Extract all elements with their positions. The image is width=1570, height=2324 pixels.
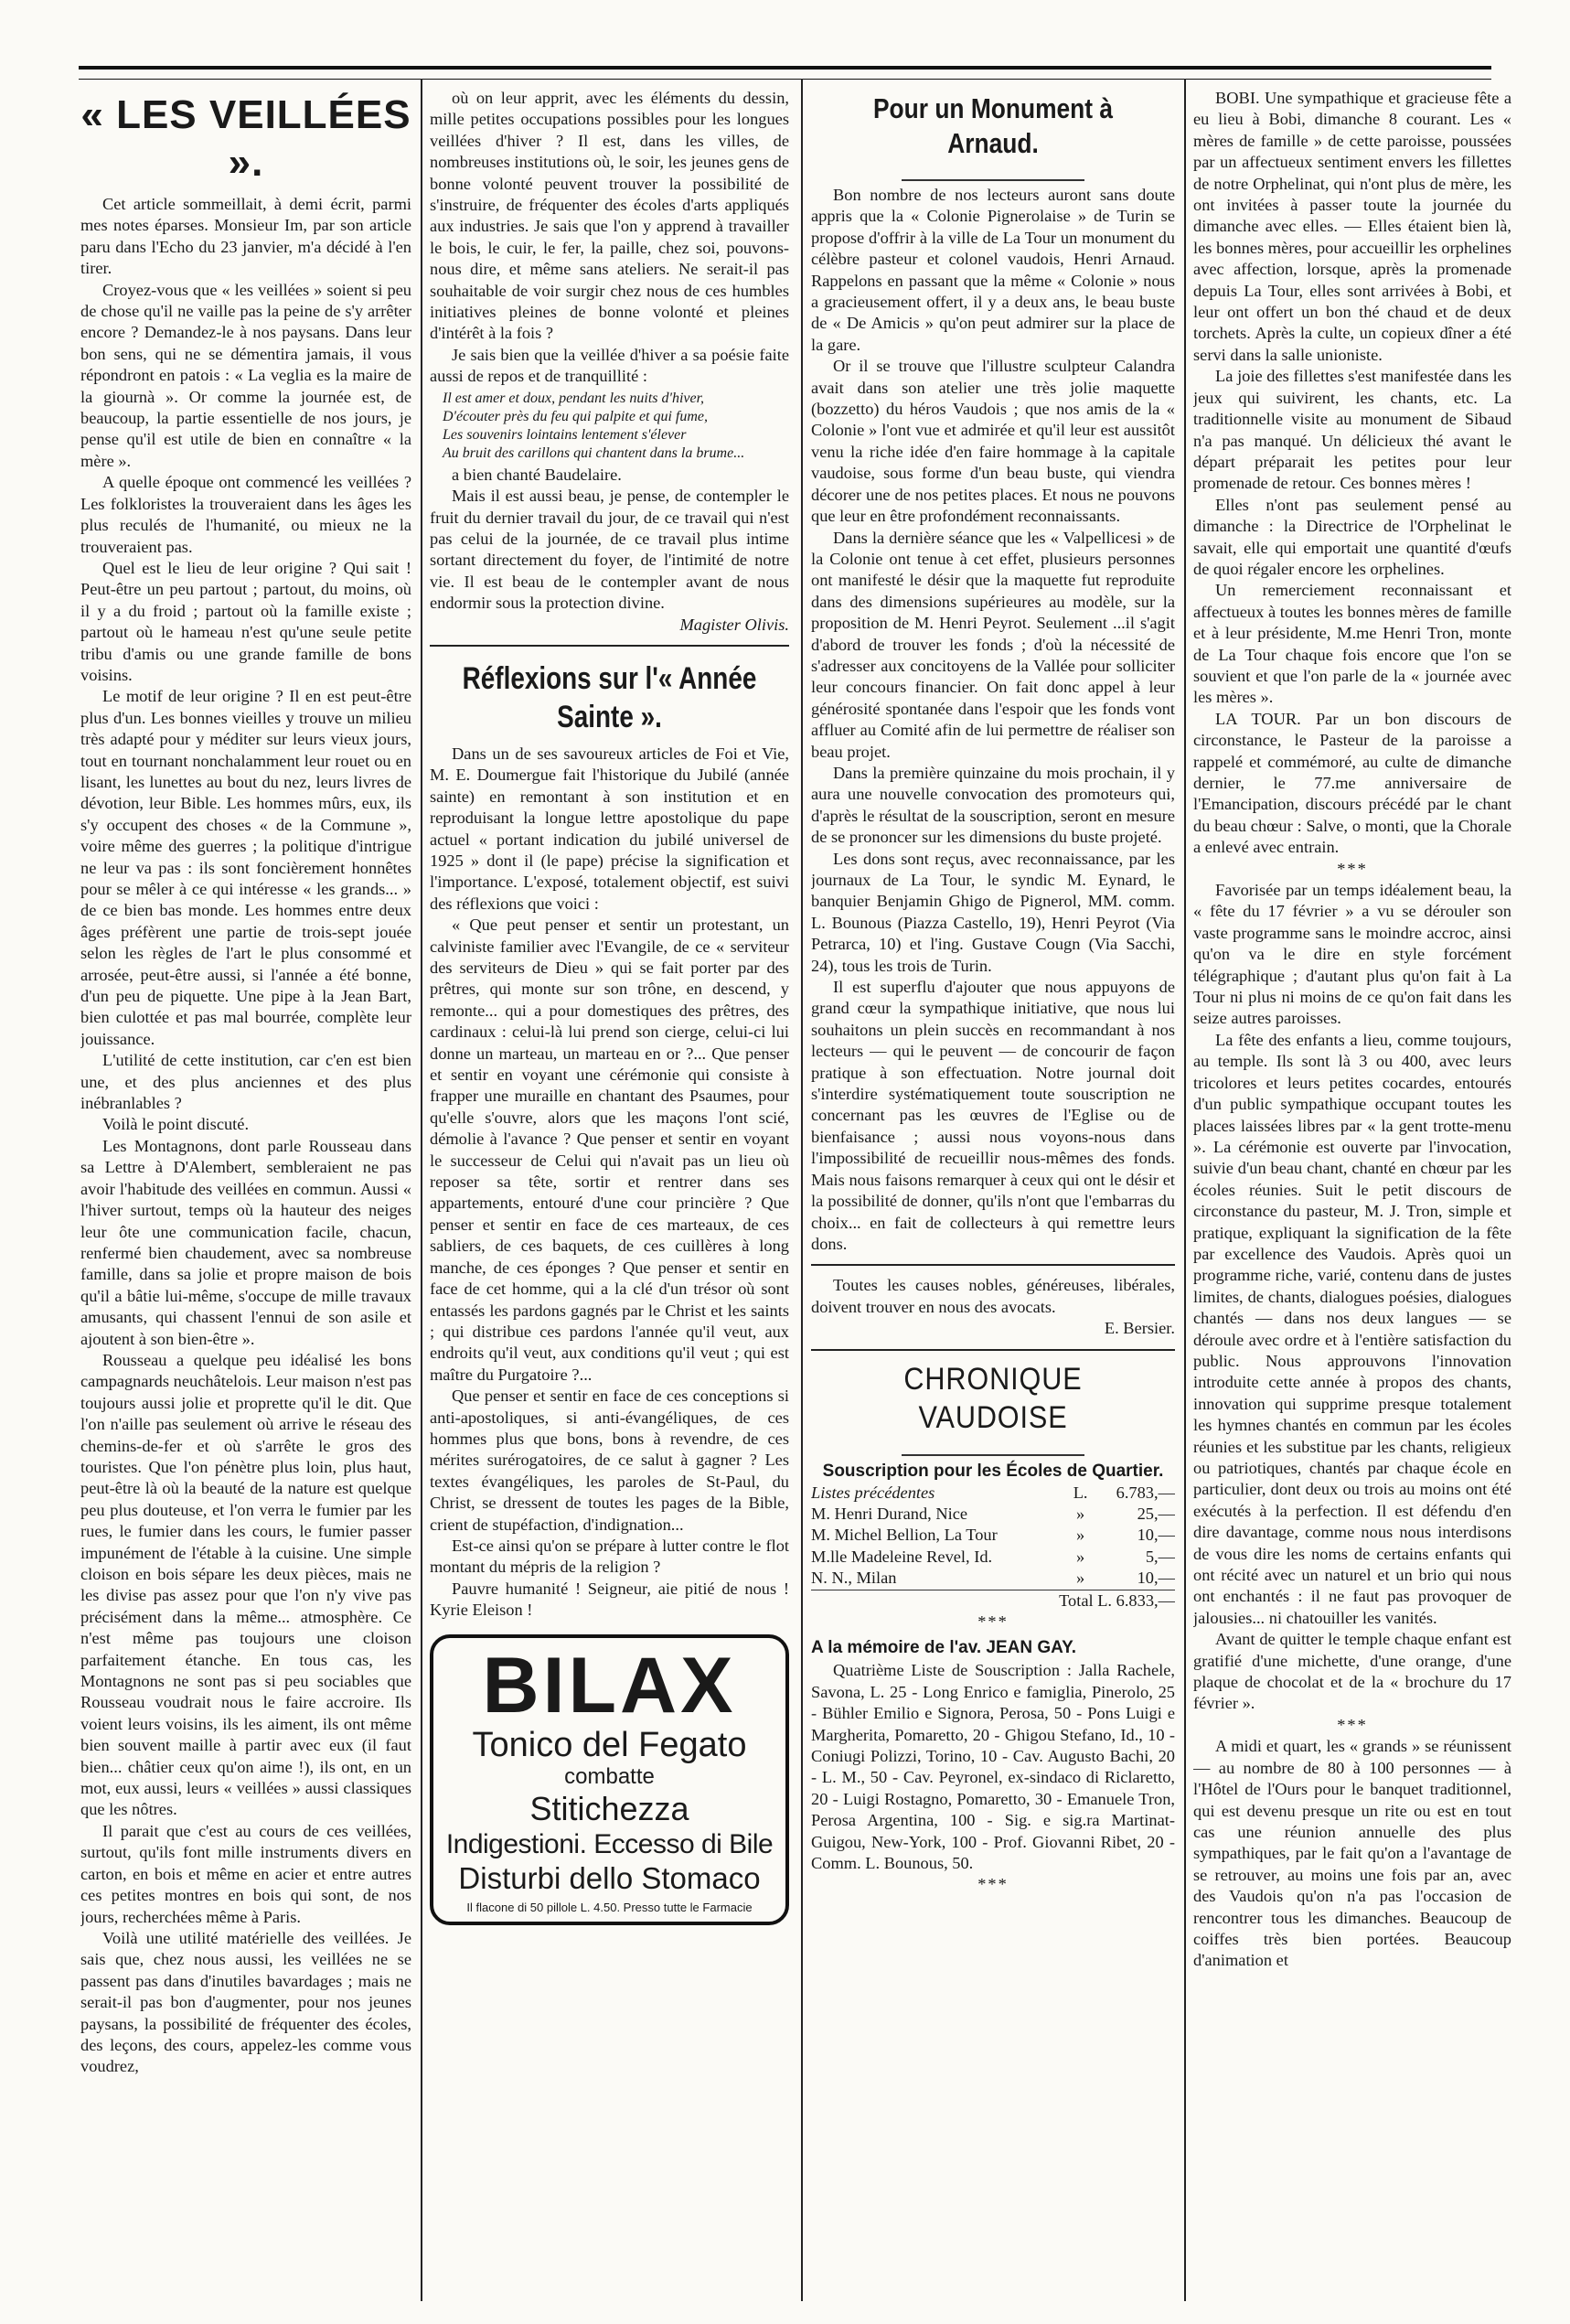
column-1 [80, 88, 411, 2301]
epigraph-author: E. Bersier. [1104, 1319, 1175, 1338]
paragraph: Avant de quitter le temple chaque enfant est gratifié d'une michette, d'une orange, d'une plaque de chocolat et de la « brochure du 17 février ». [1193, 1630, 1511, 1713]
separator-stars: *** [977, 1612, 1009, 1631]
chronique-body-fete [1193, 880, 1511, 1715]
donation-amount: 10,— [1137, 1526, 1175, 1545]
signature: Magister Olivis. [679, 615, 789, 634]
column-2 [430, 88, 789, 2301]
paragraph: Voilà le point discuté. [102, 1115, 250, 1134]
column-separator [1184, 79, 1186, 2301]
article-body-veillees-cont [430, 88, 789, 388]
paragraph: Quel est le lieu de leur origine ? Qui sait ! Peut-être un peu partout ; partout, du moins, où il y a du froid ; partout où la famille existe ; partout où le hameau n'est qu'une seule petite tribu d'amis ou une grande famille de bons voisins. [80, 558, 411, 684]
paragraph: A quelle époque ont commencé les veillées ? Les folkloristes la trouveraient dans les âges les plus reculés de l'humanité, ou mieux ne la trouveraient pas. [80, 473, 411, 556]
currency-sign: » [1076, 1526, 1085, 1545]
paragraph: Bon nombre de nos lecteurs auront sans doute appris que la « Colonie Pignerolaise » de Turin se propose d'offrir à la ville de La Tour un monument du célèbre pasteur et colonel vaudois, Henri Arnaud. Rappelons en passant que la même « Colonie » nous a gracieusement offert, il y a deux ans, le beau buste de « De Amicis » qu'on peut admirer sur la place de la gare. [811, 186, 1175, 354]
paragraph: Les Montagnons, dont parle Rousseau dans sa Lettre à D'Alembert, sembleraient ne pas avoir l'habitude des veillées en commun. Aussi « l'hiver surtout, temps où la hauteur des neiges leur ôte une communication facile, chacun, renfermé bien chaudement, avec sa nombreuse famille, dans sa jolie et propre maison de bois qu'il a bâtie lui-même, s'occupe de mille travaux amusants, qui chassent l'ennui de son asile et ajoutent à son bien-être ». [80, 1136, 411, 1348]
subscription-total: Total L. 6.833,— [811, 1590, 1175, 1612]
table-total-row [811, 1590, 1175, 1612]
section-title-chronique: CHRONIQUE VAUDOISE [903, 1361, 1083, 1435]
ad-line: Disturbi dello Stomaco [458, 1860, 761, 1895]
paragraph: Or il se trouve que l'illustre sculpteur Calandra avait dans son atelier une très jolie maquette (bozzetto) du héros Vaudois ; que nos amis de la « Colonie » l'ont vue et admirée et qu'il leur est aussitôt venu la riche idée d'en faire hommage à la capitale vaudoise, sous forme d'un beau buste, qui viendra décorer une de nos petites places. Et nous ne pouvons que leur en être profondément reconnaissants. [811, 357, 1175, 526]
currency-sign: L. [1073, 1483, 1088, 1502]
paragraph: La fête des enfants a lieu, comme toujours, au temple. Ils sont là 3 ou 400, avec leurs tricolores et leurs petites cocardes, entourés d'un public sympathique occupant toutes les places laissées libres par « la gent trotte-menu ». La cérémonie est ouverte par l'invocation, suivie d'un beau chant, chanté en chœur par les écoles réunies. Suit le petit discours de circonstance du pasteur, M. J. Tron, simple et pratique, expliquant la signification de la fête par excellence des Vaudois. Après quoi un programme riche, varié, contenu dans de justes limites, de chants, dialogues poésies, dialogues chantés — dans nos deux langues — se déroule avec ordre et à l'entière satisfaction du public. Nous approuvons l'innovation introduite cette année à propos des chants, innovation qui supprime presque totalement les hymnes chantés en commun par les écoles réunies et les substitue par les chants, religieux ou patriotiques, chantés par chaque école en particulier, dont deux ou trois au moins ont été exécutés à la perfection. Il est défendu d'en dire davantage, comme nous nous interdisons de vous dire les noms de certains enfants qui ont récité avec un naturel et un brio qui nous ont enchantés : il ne faut pas provoquer de jalousies... ni chatouiller les vanités. [1193, 1030, 1511, 1627]
title-ornament [811, 168, 1175, 177]
poem-quote [443, 390, 789, 463]
poem-line: Il est amer et doux, pendant les nuits d'hiver, [443, 390, 705, 406]
donor-name: Listes précédentes [811, 1483, 935, 1502]
paragraph: L'utilité de cette institution, car c'en est bien une, et des plus anciennes et des plus inébranlables ? [80, 1051, 411, 1113]
article-body-veillees [80, 194, 411, 2078]
donor-name: N. N., Milan [811, 1569, 897, 1588]
column-separator [421, 79, 422, 2301]
donation-amount: 25,— [1137, 1504, 1175, 1523]
top-double-rule [79, 66, 1491, 80]
article-body-veillees-end [430, 465, 789, 615]
paragraph: Dans la dernière séance que les « Valpellicesi » de la Colonie ont tenue à cet effet, plusieurs personnes ont manifesté le désir que la maquette fut reproduite dans des dimensions supérieures au modèle, sur la proposition de M. Henri Peyrot. Seulement ...il s'agit d'abord de trouver les fonds ; d'où la nécessité de s'adresser aux concitoyens de la Vallée pour solliciter leur concours financier. On fait donc appel à leur générosité spontanée dans l'espoir que les fonds vont affluer au Comité afin de lui permettre de réaliser son beau projet. [811, 528, 1175, 761]
article-title-arnaud: Pour un Monument à Arnaud. [872, 92, 1114, 159]
poem-line: Les souvenirs lointains lentement s'élever [443, 426, 687, 443]
separator-stars: *** [1337, 859, 1368, 878]
article-divider [430, 645, 789, 647]
table-row [811, 1568, 1175, 1590]
subscription-title: Souscription pour les Écoles de Quartier. [822, 1461, 1164, 1481]
paragraph: Dans la première quinzaine du mois prochain, il y aura une nouvelle convocation des promoteurs qui, d'après le résultat de la souscription, seront en mesure de se prononcer sur les dimensions du buste projeté. [811, 763, 1175, 847]
paragraph: Les dons sont reçus, avec reconnaissance, par les journaux de La Tour, le syndic M. Eynard, le banquier Benjamin Ghigo de Pignerol, MM. comm. L. Bounous (Piazza Castello, 19), Henri Peyrot (Via Petrarca, 10) et l'ing. Gustave Cougn (Via Sacchi, 24), tous les trois de Turin. [811, 849, 1175, 975]
paragraph: Cet article sommeillait, à demi écrit, parmi mes notes éparses. Monsieur Im, par son article paru dans l'Echo du 23 janvier, m'a décidé à l'en tirer. [80, 195, 411, 278]
section-divider [811, 1349, 1175, 1351]
ad-line: combatte [564, 1763, 655, 1789]
donation-amount: 5,— [1145, 1547, 1175, 1566]
table-row [811, 1483, 1175, 1504]
column-3 [811, 88, 1175, 2301]
ad-line: Tonico del Fegato [472, 1725, 747, 1764]
paragraph: Voilà une utilité matérielle des veillées. Je sais que, chez nous aussi, les veillées ne se passent pas dans d'inutiles bavardages ; mais ne serait-il pas bon d'augmenter, pour nos jeunes paysans, la possibilité de fréquenter des écoles, des leçons, des cours, appelez-les comme vous voudrez, [80, 1928, 411, 2076]
donation-amount: 6.783,— [1116, 1483, 1175, 1502]
table-row [811, 1547, 1175, 1568]
memorial-title: A la mémoire de l'av. JEAN GAY. [811, 1638, 1076, 1658]
paragraph: Il parait que c'est au cours de ces veillées, surtout, qu'ils font mille instruments divers en carton, en bois et même en acier et entre autres ces petites montres en bois qui sont, de nos jours, recherchées même à Paris. [80, 1821, 411, 1926]
ad-brand: BILAX [482, 1641, 737, 1730]
donor-name: M. Michel Bellion, La Tour [811, 1526, 998, 1545]
ad-price-line: Il flacone di 50 pillole L. 4.50. Presso tutte le Farmacie [466, 1900, 753, 1914]
poem-line: D'écouter près du feu qui palpite et qui fume, [443, 408, 709, 424]
article-title-annee-sainte: Réflexions sur l'« Année Sainte ». [462, 660, 757, 734]
paragraph: BOBI. Une sympathique et gracieuse fête a eu lieu à Bobi, dimanche 8 courant. Les « mères de famille » de cette paroisse, poussées par un affectueux sentiment envers les fillettes de notre Orphelinat, qui n'ont plus de mère, les ont invitées à passer toute la journée du dimanche avec elles. — Elles étaient bien là, les bonnes mères, pour accueillir les orphelines avec affection, lorsque, après la promenade depuis La Tour, elles sont arrivées à Bobi, et leur ont offert un bon thé chaud et de deux torchets. Après la culte, un copieux dîner a été servi dans la salle unioniste. [1193, 89, 1511, 364]
donor-name: M. Henri Durand, Nice [811, 1504, 968, 1523]
table-row [811, 1525, 1175, 1546]
article-divider [811, 1264, 1175, 1266]
paragraph: La joie des fillettes s'est manifestée dans les jeux qui suivirent, les chants, etc. La traditionnelle visite au monument de Sibaud n'a pas manqué. Un délicieux thé avant le départ préparait les petites pour leur promenade de retour. Ces bonnes mères ! [1193, 367, 1511, 493]
separator-stars: *** [977, 1875, 1009, 1894]
paragraph: où on leur apprit, avec les éléments du dessin, mille petites occupations possibles pour les longues veillées d'hiver ? Il est, dans les villes, de nombreuses institutions où, le soir, les jeunes gens de bonne volonté peuvent trouver la possibilité de s'instruire, de fréquenter des écoles d'arts appliqués aux industries. Je sais que l'on y apprend à travailler le bois, le cuir, le fer, la paille, chez soi, pouvons-nous dire, et même sans ateliers. Ne serait-il pas souhaitable de voir surgir chez nous de ces humbles initiatives pleines de bonne volonté et pleines d'intérêt à la fois ? [430, 89, 789, 343]
paragraph: Dans un de ses savoureux articles de Foi et Vie, M. E. Doumergue fait l'historique du Jubilé (année sainte) en remontant à son institution et en reproduisant la longue lettre apostolique du pape actuel « portant indication du jubilé universel de 1925 » dont il (le pape) précise la signification et l'importance. L'exposé, totalement objectif, est suivi des réflexions que voici : [430, 744, 789, 913]
paragraph: « Que peut penser et sentir un protestant, un calviniste familier avec l'Evangile, de ce « serviteur des serviteurs de Dieu » qui se fait porter par des prêtres, qui monte sur son trône, en descend, y remonte... qui a pour domestiques des prêtres, des cardinaux : celui-là lui prend son cierge, celui-ci lui donne un marteau, un marteau en or ?... Que penser et sentir en voyant une cérémonie qui consiste à frapper une muraille en chantant des Psaumes, pour qu'elle s'ouvre, alors que les maçons l'ont scié, démolie à l'avance ? Que penser et sentir en voyant le successeur de Celui qui n'avait pas un lieu où reposer sa tête, sortir et rentrer dans ses appartements, entouré d'une cour princière ? Que penser et sentir en face de ces marteaux, de ces sabliers, de ces baquets, de ces cuillères à long manche, de ces éponges ? Que penser et sentir en face de cet homme, qui a la clé d'un trésor où sont entassés les pardons gagnés par le Christ et les saints ; qui distribue ces pardons l'année qu'il veut, aux endroits qu'il veut, aux conditions qu'il veut ; qui est maître du Purgatoire ?... [430, 916, 789, 1384]
paragraph: a bien chanté Baudelaire. [452, 465, 622, 484]
title-ornament [811, 1444, 1175, 1453]
chronique-body [1193, 88, 1511, 859]
ad-line: Stitichezza [529, 1789, 689, 1827]
paragraph: Pauvre humanité ! Seigneur, aie pitié de nous ! Kyrie Eleison ! [430, 1579, 789, 1620]
article-body-arnaud [811, 185, 1175, 1255]
column-4 [1193, 88, 1511, 2301]
paragraph: Je sais bien que la veillée d'hiver a sa poésie faite aussi de repos et de tranquillité : [430, 345, 789, 386]
article-body-annee-sainte [430, 744, 789, 1622]
poem-line: Au bruit des carillons qui chantent dans la brume... [443, 444, 745, 461]
paragraph: Favorisée par un temps idéalement beau, la « fête du 17 février » a vu se dérouler son vaste programme sans le moindre accroc, ainsi qu'on va le dire en style forcément télégraphique ; d'autant plus qu'on fait à La Tour ni plus ni moins de ce qu'on fait dans les seize autres paroisses. [1193, 881, 1511, 1028]
paragraph: Elles n'ont pas seulement pensé au dimanche : la Directrice de l'Orphelinat le savait, elle qui emportait une quantité d'œufs de quoi régaler encore les orphelines. [1193, 495, 1511, 578]
table-row [811, 1504, 1175, 1525]
epigraph-quote: Toutes les causes nobles, généreuses, libérales, doivent trouver en nous des avocats. [811, 1276, 1175, 1316]
paragraph: Un remerciement reconnaissant et affectueux à toutes les bonnes mères de famille et à leur présidente, M.me Henri Tron, monte de La Tour chaque fois encore que l'on se souvient et que l'on parle de la « journée avec les mères ». [1193, 581, 1511, 707]
ad-line: Indigestioni. Eccesso di Bile [445, 1828, 774, 1859]
column-separator [801, 79, 803, 2301]
paragraph: Il est superflu d'ajouter que nous appuyons de grand cœur la sympathique initiative, que nous lui souhaitons un plein succès en recommandant à nos lecteurs — qui le peuvent — de concourir de façon pratique à son effectuation. Notre journal doit s'interdire systématiquement toute souscription ne concernant pas les œuvres de l'Eglise ou de bienfaisance ; aussi nous voyons-nous dans l'impossibilité de recueillir nous-mêmes des fonds. Mais nous faisons remarquer à ceux qui ont le désir et la possibilité de donner, qu'ils n'ont que l'embarras du choix... en fait de collecteurs à qui remettre leurs dons. [811, 978, 1175, 1253]
currency-sign: » [1076, 1569, 1085, 1588]
donation-amount: 10,— [1137, 1569, 1175, 1588]
donor-name: M.lle Madeleine Revel, Id. [811, 1547, 993, 1566]
paragraph: Croyez-vous que « les veillées » soient si peu de chose qu'il ne vaille pas la peine de s'y arrêter encore ? Demandez-le à nos paysans. Dans leur bon sens, qui ne se démentira jamais, il vous répondront en patois : « La veglia es la maire de la giournà ». Or comme la journée est, de beaucoup, la partie essentielle de nos jours, je pense qu'il est utile de bien en connaître « la mère ». [80, 280, 411, 470]
currency-sign: » [1076, 1547, 1085, 1566]
paragraph: Rousseau a quelque peu idéalisé les bons campagnards neuchâtelois. Leur maison n'est pas toujours aussi jolie et proprette qu'il le dit. Que l'on n'aille pas seulement où arrive le réseau des chemins-de-fer et où s'arrête le gros des touristes. Que l'on pénètre plus loin, plus haut, peut-être là où la beauté de la nature est quelque peu plus douteuse, et l'on verra le fumier par les rues, le fumier dans les cours, le fumier passer impunément de l'étable à la cuisine. Une simple cloison en bois sépare les deux pièces, mais ne les divise pas assez pour que l'on n'y vive pas précisément dans la même... atmosphère. Ce n'est même pas toujours une cloison parfaitement étanche. En tous cas, les Montagnons ne sont pas si peu sociables que Rousseau voudrait nous le faire accroire. Ils voient leurs voisins, ils les aiment, ils ont même bien souvent maille à partir avec eux (il faut bien... châtier ceux qu'on aime !), ils ont, en un mot, eux aussi, leurs « veillées » aussi classiques que les nôtres. [80, 1350, 411, 1819]
subscription-table [811, 1483, 1175, 1612]
paragraph: Que penser et sentir en face de ces conceptions si anti-apostoliques, si anti-évangéliques, de ces hommes plus que bons, bons à revendre, de ces mérites surérogatoires, de ce salut à gagner ? Les textes évangéliques, les paroles de St-Paul, du Christ, se dressent de toutes les pages de la Bible, crient de stupéfaction, d'indignation... [430, 1387, 789, 1534]
paragraph: A midi et quart, les « grands » se réunissent — au nombre de 80 à 100 personnes — à l'Hôtel de l'Ours pour le banquet traditionnel, qui est devenu presque un rite ou est en tout cas une réunion annuelle des plus sympathiques, par le fait qu'on a l'avantage de se retrouver, au moins une fois par an, avec des Vaudois qu'on n'a pas l'occasion de rencontrer tous les dimanches. Beaucoup de coiffes très bien portées. Beaucoup d'animation et [1193, 1737, 1511, 1970]
paragraph: LA TOUR. Par un bon discours de circonstance, le Pasteur de la paroisse a rappelé et commémoré, au culte de dimanche dernier, le 77.me anniversaire de l'Emancipation, discours précédé par le chant du beau chœur : Salve, o monti, que la Chorale a enlevé avec entrain. [1193, 709, 1511, 857]
chronique-body-banquet [1193, 1736, 1511, 1971]
paragraph: Est-ce ainsi qu'on se prépare à lutter contre le flot montant du mépris de la religion ? [430, 1536, 789, 1577]
article-title-veillees: « LES VEILLÉES ». [80, 92, 411, 185]
paragraph: Mais il est aussi beau, je pense, de contempler le fruit du dernier travail du jour, de ce travail qui n'est pas celui de la journée, de ce travail plus intime sortant directement du foyer, de l'intimité de notre vie. Il est beau de le contempler avant de nous endormir sous la protection divine. [430, 487, 789, 613]
memorial-list: Quatrième Liste de Souscription : Jalla Rachele, Savona, L. 25 - Long Enrico e famiglia, Pinerolo, 25 - Bühler Emilio e Signora, Perosa, 50 - Pons Luigi e Margherita, Pomaretto, 20 - Ghigou Stefano, Id., 10 - Coniugi Polizzi, Torino, 10 - Cav. Augusto Bachi, 20 - L. M., 50 - Cav. Peyronel, ex-sindaco di Riclaretto, 20 - Luigi Rostagno, Pomaretto, 30 - Emanuele Tron, Perosa Argentina, 100 - Sig. e sig.ra Martinat-Guigou, New-York, 100 - Prof. Giovanni Ribet, 20 - Comm. L. Bounous, 50. [811, 1661, 1175, 1873]
separator-stars: *** [1337, 1715, 1368, 1734]
bilax-advertisement [430, 1634, 789, 1925]
paragraph: Le motif de leur origine ? Il en est peut-être plus d'un. Les bonnes vieilles y trouve un milieu très adapté pour y méditer sur leurs vieux jours, tout en tournant nonchalamment leur rouet ou en lisant, les lunettes au bout du nez, leurs livres de dévotion, leur Bible. Les hommes mûrs, eux, ils s'y occupent des choses « de la Commune », voire même des guerres ; la politique d'intrigue ne leur va pas : ils sont foncièrement honnêtes pour se mêler à ce qui intéresse « les grands... » de ce bien bas monde. Les hommes entre deux âges préfèrent une partie de trois-sept jouée selon les règles de l'art le plus consommé et arrosée, peut-être aussi, si l'année a été bonne, d'un peu de piquette. Une pipe à la Jean Bart, bien culottée et pas mal bourrée, complète leur jouissance. [80, 687, 411, 1048]
currency-sign: » [1076, 1504, 1085, 1523]
